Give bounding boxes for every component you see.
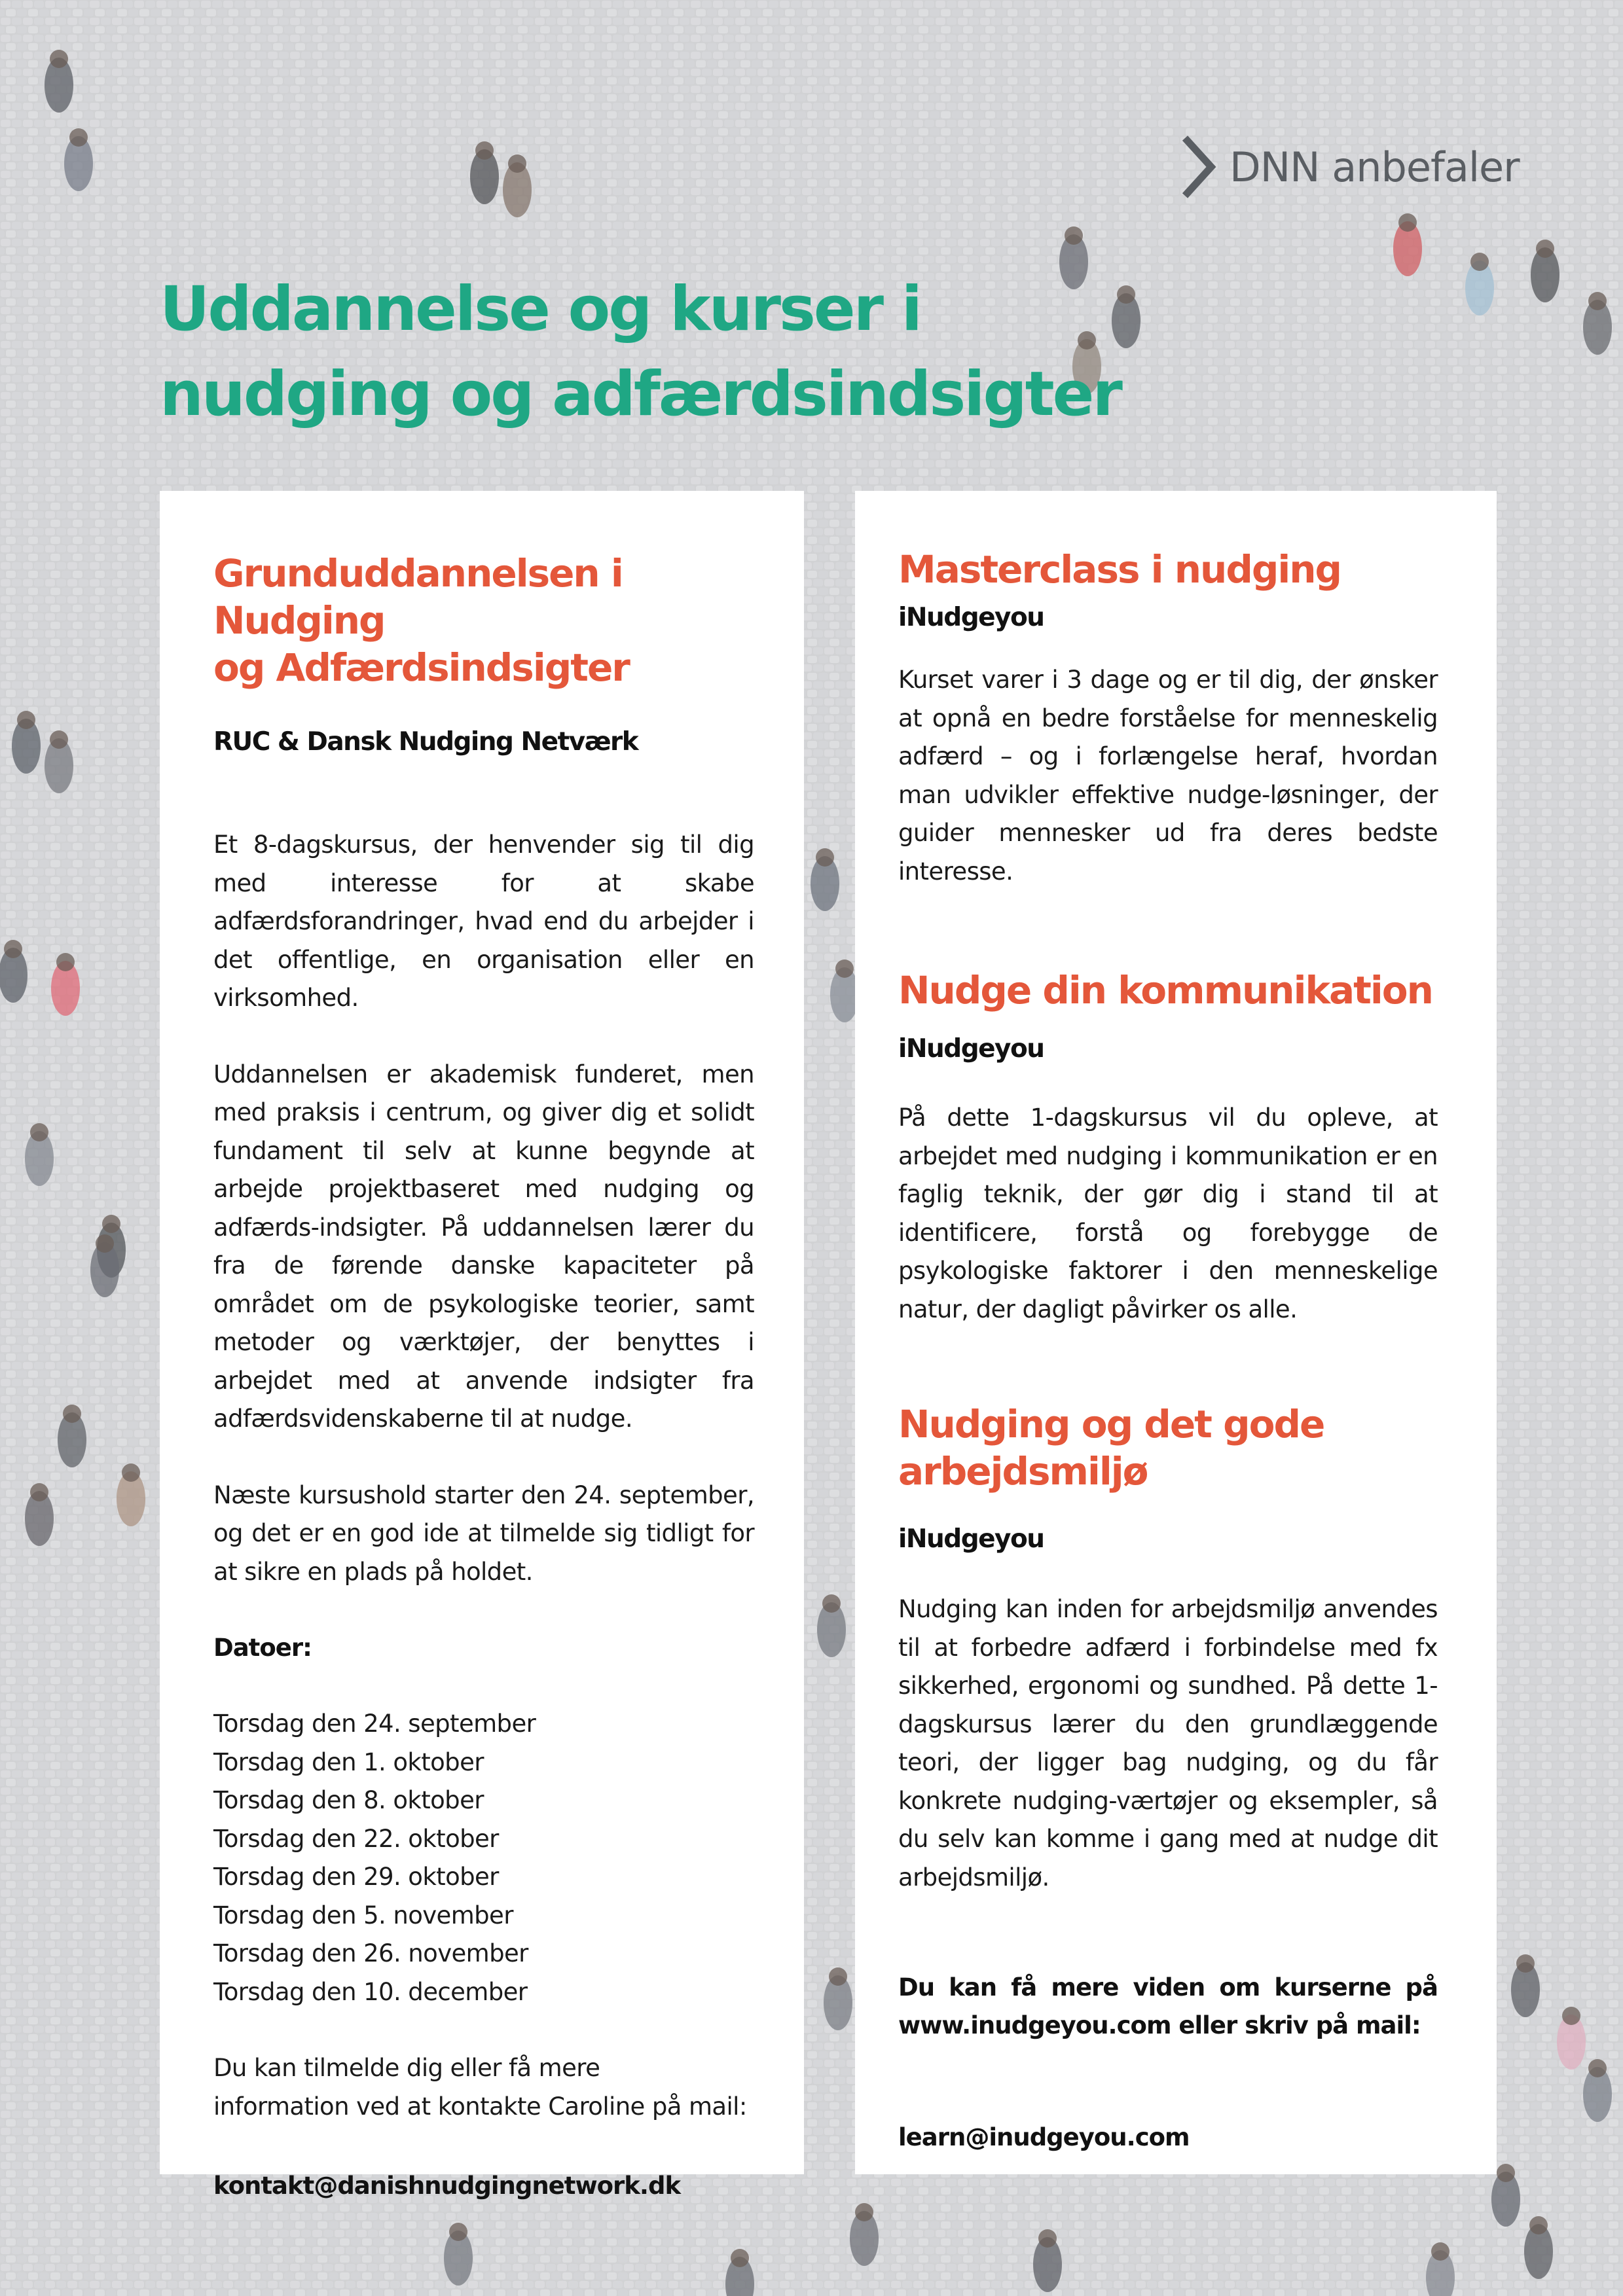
course-description: På dette 1-dagskursus vil du opleve, at arbejdet med nudging i kommunikation er en faglig teknik, der gør dig i stand til at identificere, forstå og forebygge de psykologiske faktorer i den menneskelige natur, der dagligt påvirker os alle.	[898, 1103, 1438, 1323]
course-heading	[213, 550, 754, 691]
list-item: Torsdag den 8. oktober	[213, 1786, 484, 1814]
page-title-line2: nudging og adfærdsindsigter	[160, 359, 1121, 430]
list-item: Torsdag den 26. november	[213, 1939, 528, 1967]
course-heading-line1: Grunduddannelsen i Nudging	[213, 551, 623, 643]
contact-line2: information ved at kontakte Caroline på mail:	[213, 2092, 747, 2121]
course-heading-line1: Nudging og det gode	[898, 1402, 1324, 1446]
course-description: Nudging kan inden for arbejdsmiljø anvendes til at forbedre adfærd i forbindelse med fx sikkerhed, ergonomi og sundhed. På dette 1-dagskursus lærer du den grundlæggende teori, der ligger bag nudging, og du får konkrete nudging-værtøjer og eksempler, så du selv kan komme i gang med at nudge dit arbejdsmiljø.	[898, 1595, 1438, 1892]
course-heading-masterclass: Masterclass i nudging	[898, 547, 1341, 592]
list-item: Torsdag den 24. september	[213, 1710, 536, 1738]
course-heading-line2: arbejdsmiljø	[898, 1449, 1148, 1494]
list-item: Torsdag den 1. oktober	[213, 1748, 484, 1776]
course-provider: iNudgeyou	[898, 1034, 1044, 1064]
list-item: Torsdag den 10. december	[213, 1977, 528, 2006]
dates-label: Datoer:	[213, 1634, 312, 1662]
inudgeyou-email-link[interactable]: learn@inudgeyou.com	[898, 2123, 1190, 2151]
page-title	[160, 267, 1338, 437]
contact-line1: Du kan tilmelde dig eller få mere	[213, 2054, 600, 2082]
course-heading-kommunikation: Nudge din kommunikation	[898, 968, 1432, 1013]
brand-label: DNN anbefaler	[1230, 143, 1520, 191]
list-item: Torsdag den 5. november	[213, 1901, 513, 1929]
course-card-grunduddannelse	[160, 491, 804, 2200]
course-description-2: Uddannelsen er akademisk funderet, men med praksis i centrum, og giver dig et solidt fundament til selv at kunne begynde at arbejde projektbaseret med nudging og adfærds-indsigter. På uddannelsen lærer du fra de førende danske kapaciteter på området om de psykologiske teorier, samt metoder og værktøjer, der benyttes i arbejdet med at anvende indsigter fra adfærdsvidenskaberne til at nudge.	[213, 1060, 754, 1433]
course-description: Kurset varer i 3 dage og er til dig, der ønsker at opnå en bedre forståelse for menneskelig adfærd – og i forlængelse heraf, hvordan man udvikler effektive nudge-løsninger, der guider mennesker ud fra deres bedste interesse.	[898, 666, 1438, 886]
course-provider: RUC & Dansk Nudging Netværk	[213, 727, 638, 757]
dates-list	[213, 1705, 754, 2011]
course-heading-line2: og Adfærdsindsigter	[213, 645, 629, 690]
course-provider: iNudgeyou	[898, 603, 1044, 632]
chevron-right-icon	[1178, 134, 1218, 200]
course-description: Et 8-dagskursus, der henvender sig til dig med interesse for at skabe adfærdsforandringer, hvad end du arbejder i det offentlige, en organisation eller en virksomhed.	[213, 831, 754, 1012]
list-item: Torsdag den 29. oktober	[213, 1863, 499, 1891]
dnn-anbefaler-badge	[1178, 134, 1520, 200]
contact-email-link[interactable]: kontakt@danishnudgingnetwork.dk	[213, 2172, 681, 2200]
more-info-text: Du kan få mere viden om kurserne på www.inudgeyou.com eller skriv på mail:	[898, 1973, 1438, 2039]
course-provider: iNudgeyou	[898, 1524, 1044, 1554]
list-item: Torsdag den 22. oktober	[213, 1824, 499, 1853]
course-card-inudgeyou	[855, 491, 1497, 2174]
course-heading-arbejdsmiljo	[898, 1401, 1438, 1495]
page-title-line1: Uddannelse og kurser i	[160, 274, 921, 345]
course-start-info: Næste kursushold starter den 24. september, og det er en god ide at tilmelde sig tidligt for at sikre en plads på holdet.	[213, 1480, 754, 1586]
